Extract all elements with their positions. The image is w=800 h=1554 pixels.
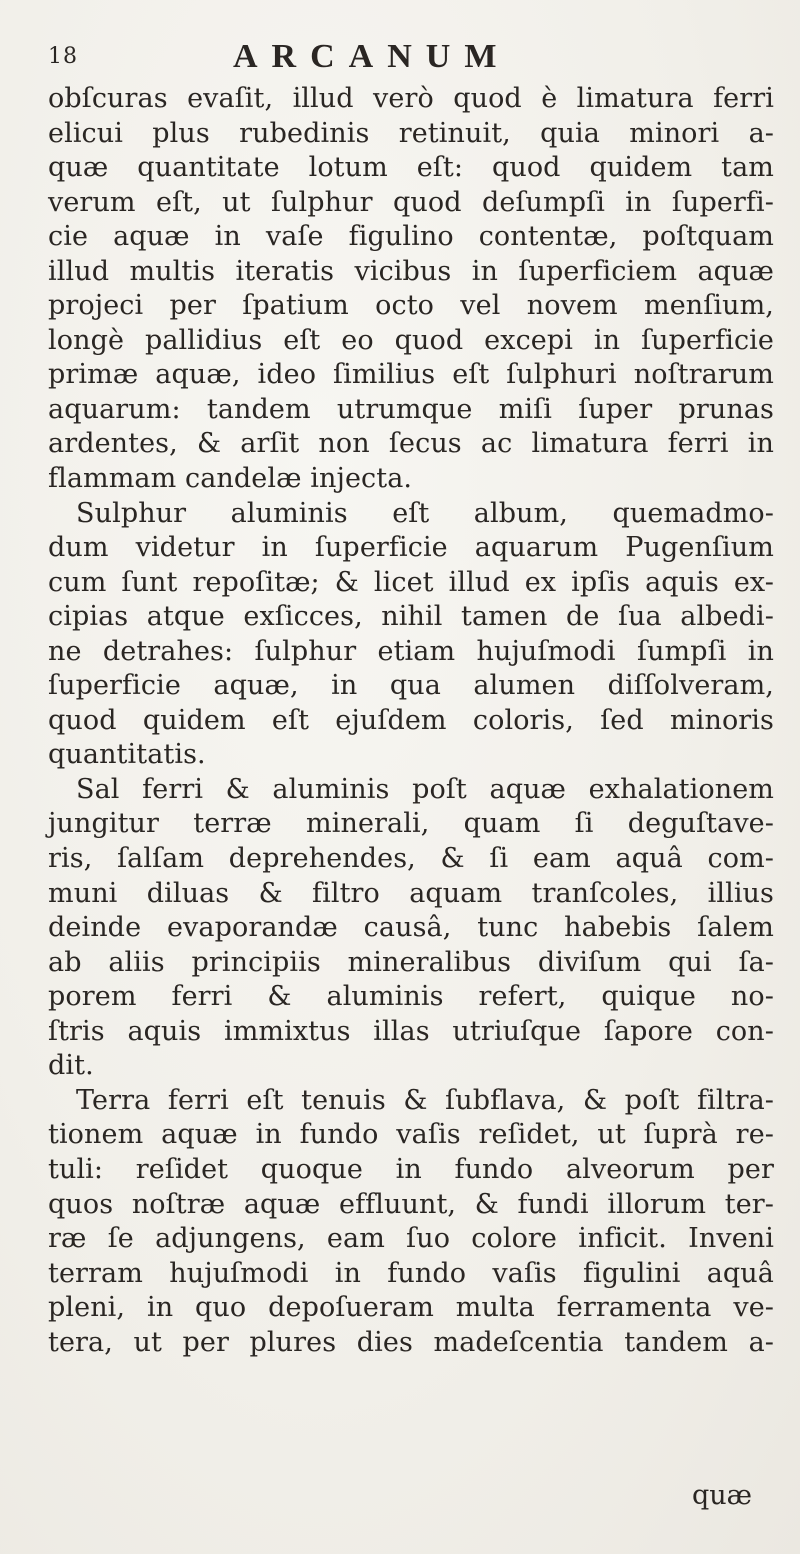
running-title: ARCANUM xyxy=(233,38,511,75)
text-line: longè pallidius eſt eo quod excepi in ſuperficie xyxy=(48,324,774,356)
text-line: ſuperficie aquæ, in qua alumen diſſolveram, xyxy=(48,670,774,702)
text-line: quos noſtræ aquæ effluunt, & fundi illorum ter- xyxy=(48,1188,774,1220)
paragraph-start-line: Terra ferri eſt tenuis & ſubflava, & poſt filtra- xyxy=(76,1084,774,1116)
text-line: projeci per ſpatium octo vel novem menſium, xyxy=(48,290,774,322)
text-line: cie aquæ in vaſe figulino contentæ, poſtquam xyxy=(48,221,774,253)
text-line: ardentes, & arſit non ſecus ac limatura ferri in xyxy=(48,428,774,460)
catchword: quæ xyxy=(691,1480,752,1511)
text-line: dit. xyxy=(48,1050,94,1082)
running-head xyxy=(48,38,748,78)
text-line: muni diluas & filtro aquam tranſcoles, illius xyxy=(48,877,774,909)
text-line: primæ aquæ, ideo ſimilius eſt ſulphuri noſtrarum xyxy=(48,359,774,391)
text-line: illud multis iteratis vicibus in ſuperficiem aquæ xyxy=(48,255,774,287)
text-line: dum videtur in ſuperficie aquarum Pugenſium xyxy=(48,532,774,564)
body-text xyxy=(48,82,774,1360)
text-line: quæ quantitate lotum eſt: quod quidem tam xyxy=(48,152,774,184)
text-line: obſcuras evaſit, illud verò quod è limatura ferri xyxy=(48,83,774,114)
text-line: ab aliis principiis mineralibus diviſum qui ſa- xyxy=(48,946,774,978)
page-number: 18 xyxy=(48,44,78,69)
text-line: porem ferri & aluminis refert, quique no- xyxy=(48,981,774,1013)
text-line: quantitatis. xyxy=(48,739,206,771)
text-line: tionem aquæ in fundo vaſis reſidet, ut ſuprà re- xyxy=(48,1119,774,1151)
text-line: ſtris aquis immixtus illas utriuſque ſapore con- xyxy=(48,1015,774,1047)
paragraph-start-line: Sal ferri & aluminis poſt aquæ exhalationem xyxy=(76,773,774,805)
text-line: terram hujuſmodi in fundo vaſis figulini aquâ xyxy=(48,1257,774,1289)
text-line: aquarum: tandem utrumque miſi ſuper prunas xyxy=(48,393,774,425)
text-line: cum ſunt repoſitæ; & licet illud ex ipſis aquis ex- xyxy=(48,566,774,598)
text-line: flammam candelæ injecta. xyxy=(48,463,413,495)
text-line: jungitur terræ minerali, quam ſi deguſtave- xyxy=(48,808,774,840)
text-line: deinde evaporandæ causâ, tunc habebis ſalem xyxy=(48,912,774,944)
text-line: ræ ſe adjungens, eam ſuo colore inficit. Inveni xyxy=(48,1223,774,1255)
text-line: quod quidem eſt ejuſdem coloris, ſed minoris xyxy=(48,704,774,736)
paragraph-start-line: Sulphur aluminis eſt album, quemadmo- xyxy=(76,497,774,529)
text-line: verum eſt, ut ſulphur quod deſumpſi in ſuperfi- xyxy=(48,186,774,218)
text-line: tuli: reſidet quoque in fundo alveorum per xyxy=(48,1153,774,1185)
text-line: cipias atque exſicces, nihil tamen de ſua albedi- xyxy=(48,601,774,633)
text-line: ne detrahes: ſulphur etiam hujuſmodi ſumpſi in xyxy=(48,635,774,667)
text-line: pleni, in quo depoſueram multa ferramenta ve- xyxy=(48,1292,774,1324)
text-line: elicui plus rubedinis retinuit, quia minori a- xyxy=(48,117,774,149)
text-line: tera, ut per plures dies madeſcentia tandem a- xyxy=(48,1326,774,1358)
text-line: ris, ſalſam deprehendes, & ſi eam aquâ com- xyxy=(48,843,774,875)
